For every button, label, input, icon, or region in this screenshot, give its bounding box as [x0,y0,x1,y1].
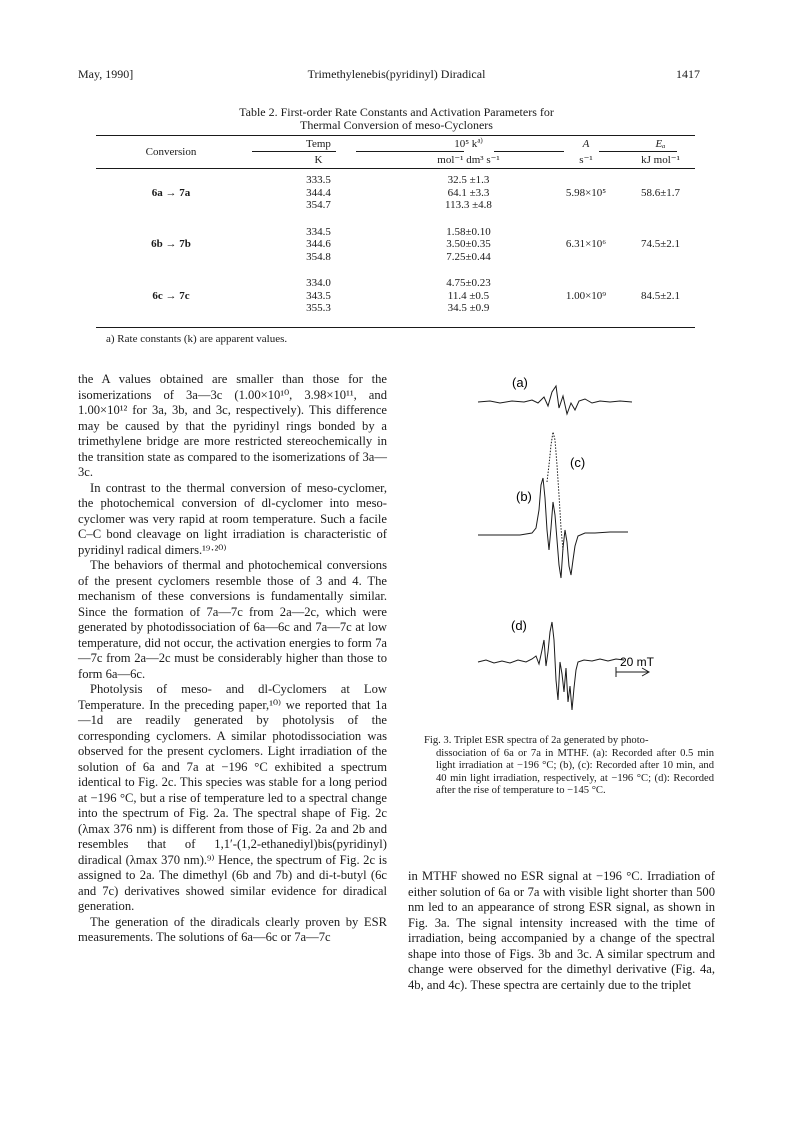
label-a: (a) [512,375,528,390]
table-bottom-rule [96,327,695,328]
temp-cell: 343.5 [306,289,331,302]
temp-cell: 334.5 [306,225,331,238]
k-cell: 3.50±0.35 [446,238,491,250]
header-k-unit: mol⁻¹ dm³ s⁻¹ [437,154,500,167]
header-temp-unit: K [314,154,323,167]
label-b: (b) [516,489,532,504]
temp-cell: 354.8 [306,250,331,263]
header-Ea: Eₐ [655,137,666,150]
figure-caption-first-line: Fig. 3. Triplet ESR spectra of 2a generated by photo- [424,735,649,746]
header-k [391,136,546,152]
spectrum-c [547,432,563,550]
spectrum-b [478,478,628,578]
label-c: (c) [570,455,586,470]
k-cell: 4.75±0.23 [446,277,491,289]
header-A-unit: s⁻¹ [579,154,593,167]
k-cell: 34.5 ±0.9 [447,302,490,314]
page-number: 1417 [676,67,700,81]
k-cell: 1.58±0.10 [446,225,491,238]
Ea-cell: 58.6±1.7 [640,186,681,199]
A-cell: 5.98×10⁵ [565,186,607,199]
k-cell: 113.3 ±4.8 [445,199,492,211]
temp-cell: 334.0 [306,277,331,289]
Ea-cell: 74.5±2.1 [640,238,681,250]
label-d: (d) [511,618,527,633]
temp-cell: 355.3 [306,302,331,314]
paragraph: the A values obtained are smaller than those for the isomerizations of 3a—3c (1.00×10¹⁰, 3.98×10¹¹, and 1.00×10¹² for 3a, 3b, and 3c, respectively). This difference may be caused by that the pyridinyl rings bonded by a trimethylene bridge are more restricted stereochemically in the transition state as compared to the isomerizations of 3a—3c. [78,372,387,479]
temp-cell: 354.7 [306,199,331,211]
left-column [78,372,387,946]
A-cell: 6.31×10⁶ [565,238,607,250]
Ea-cell: 84.5±2.1 [640,289,681,302]
paragraph: Photolysis of meso- and dl-Cyclomers at Low Temperature. In the preceding paper,¹⁰⁾ we reported that 1a—1d are readily generated by photolysis of the corresponding cyclomers. A similar photodissociation was observed for the present cyclomers. Light irradiation of the solution of 6a and 7a at −196 °C exhibited a spectrum identical to Fig. 2c. This species was stable for a long period at −196 °C, but a rise of temperature led to a spectral change into the spectrum of Fig. 2a. The spectral shape of Fig. 2c (λmax 376 nm) is different from those of Fig. 2a and 2b and resembles that of 1,1′-(1,2-ethanediyl)bis(pyridinyl) diradical (λmax 370 nm).⁹⁾ Hence, the spectrum of Fig. 2c is assigned to 2a. The dimethyl (6b and 7b) and di-t-butyl (6c and 7c) derivatives showed similar evidence for diradical generation. [78,682,387,913]
table-footnote: a) Rate constants (k) are apparent values. [106,333,288,345]
header-A: A [582,137,590,150]
table-row [96,277,695,290]
header-k-footnote-mark: a) [477,136,483,145]
table-caption-line1: Table 2. First-order Rate Constants and Activation Parameters for [239,105,554,119]
conversion-label: 6c → 7c [152,289,190,302]
figure-caption-body: dissociation of 6a or 7a in MTHF. (a): Recorded after 0.5 min light irradiation at −196 °C; (b), (c): Recorded after 10 min, and 40 min light irradiation, respectively, at −196 °C; (d): Recorded after the rise of temperature to −145 °C. [436,747,714,796]
k-cell: 32.5 ±1.3 [447,174,490,186]
table-caption-line2: Thermal Conversion of meso-Cycloners [300,118,493,132]
A-cell: 1.00×10⁹ [565,289,607,302]
conversion-label: 6b → 7b [151,238,191,250]
k-cell: 11.4 ±0.5 [447,289,490,302]
esr-spectra-figure [420,370,720,730]
rate-constant-table [96,136,695,315]
spectrum-a [478,386,632,414]
table-caption [0,106,793,132]
header-Ea-unit: kJ mol⁻¹ [641,154,680,167]
temp-cell: 333.5 [306,174,331,186]
temp-cell: 344.6 [306,238,331,250]
header-k-label: 10⁵ k [454,137,478,150]
spectrum-d [478,622,624,710]
header-temp: Temp [306,137,331,150]
table-row [96,174,695,187]
conversion-label: 6a → 7a [151,186,191,199]
paragraph: in MTHF showed no ESR signal at −196 °C. Irradiation of either solution of 6a or 7a with visible light shorter than 500 nm led to an appearance of strong ESR signal, as shown in Fig. 3a. The signal intensity increased with the time of irradiation, being accompanied by a change of the spectral shape into those of Figs. 3b and 3c. A similar spectrum and change were observed for the dimethyl derivative (Fig. 4a, 4b, and 4c). These spectra are certainly due to the triplet [408,869,715,992]
paragraph: In contrast to the thermal conversion of meso-cyclomer, the photochemical conversion of dl-cyclomer into meso-cyclomer was very rapid at room temperature. Such a facile C–C bond cleavage on light irradiation is characteristic of pyridinyl radical dimers.¹⁹·²⁰⁾ [78,480,387,557]
running-header-title: Trimethylenebis(pyridinyl) Diradical [307,67,486,81]
figure-caption [424,735,714,798]
header-conversion: Conversion [145,146,197,159]
paragraph: The generation of the diradicals clearly proven by ESR measurements. The solutions of 6a—6c or 7a—7c [78,914,387,944]
k-cell: 7.25±0.44 [446,250,491,263]
running-header-date: May, 1990] [78,67,134,81]
scale-label: 20 mT [620,655,655,669]
k-cell: 64.1 ±3.3 [447,186,490,199]
paragraph: The behaviors of thermal and photochemical conversions of the present cyclomers resemble those of 3 and 4. The mechanism of these conversions is fundamentally similar. Since the formation of 7a—7c from 2a—2c, which were generated by photodissociation of 6a—6c and 7a—7c at low temperature, did not occur, the activation energies to form 7a—7c from 2a—2c must be considerably higher than those to form 6a—6c. [78,558,387,681]
right-column [408,869,715,993]
table-row [96,226,695,239]
temp-cell: 344.4 [306,186,331,199]
